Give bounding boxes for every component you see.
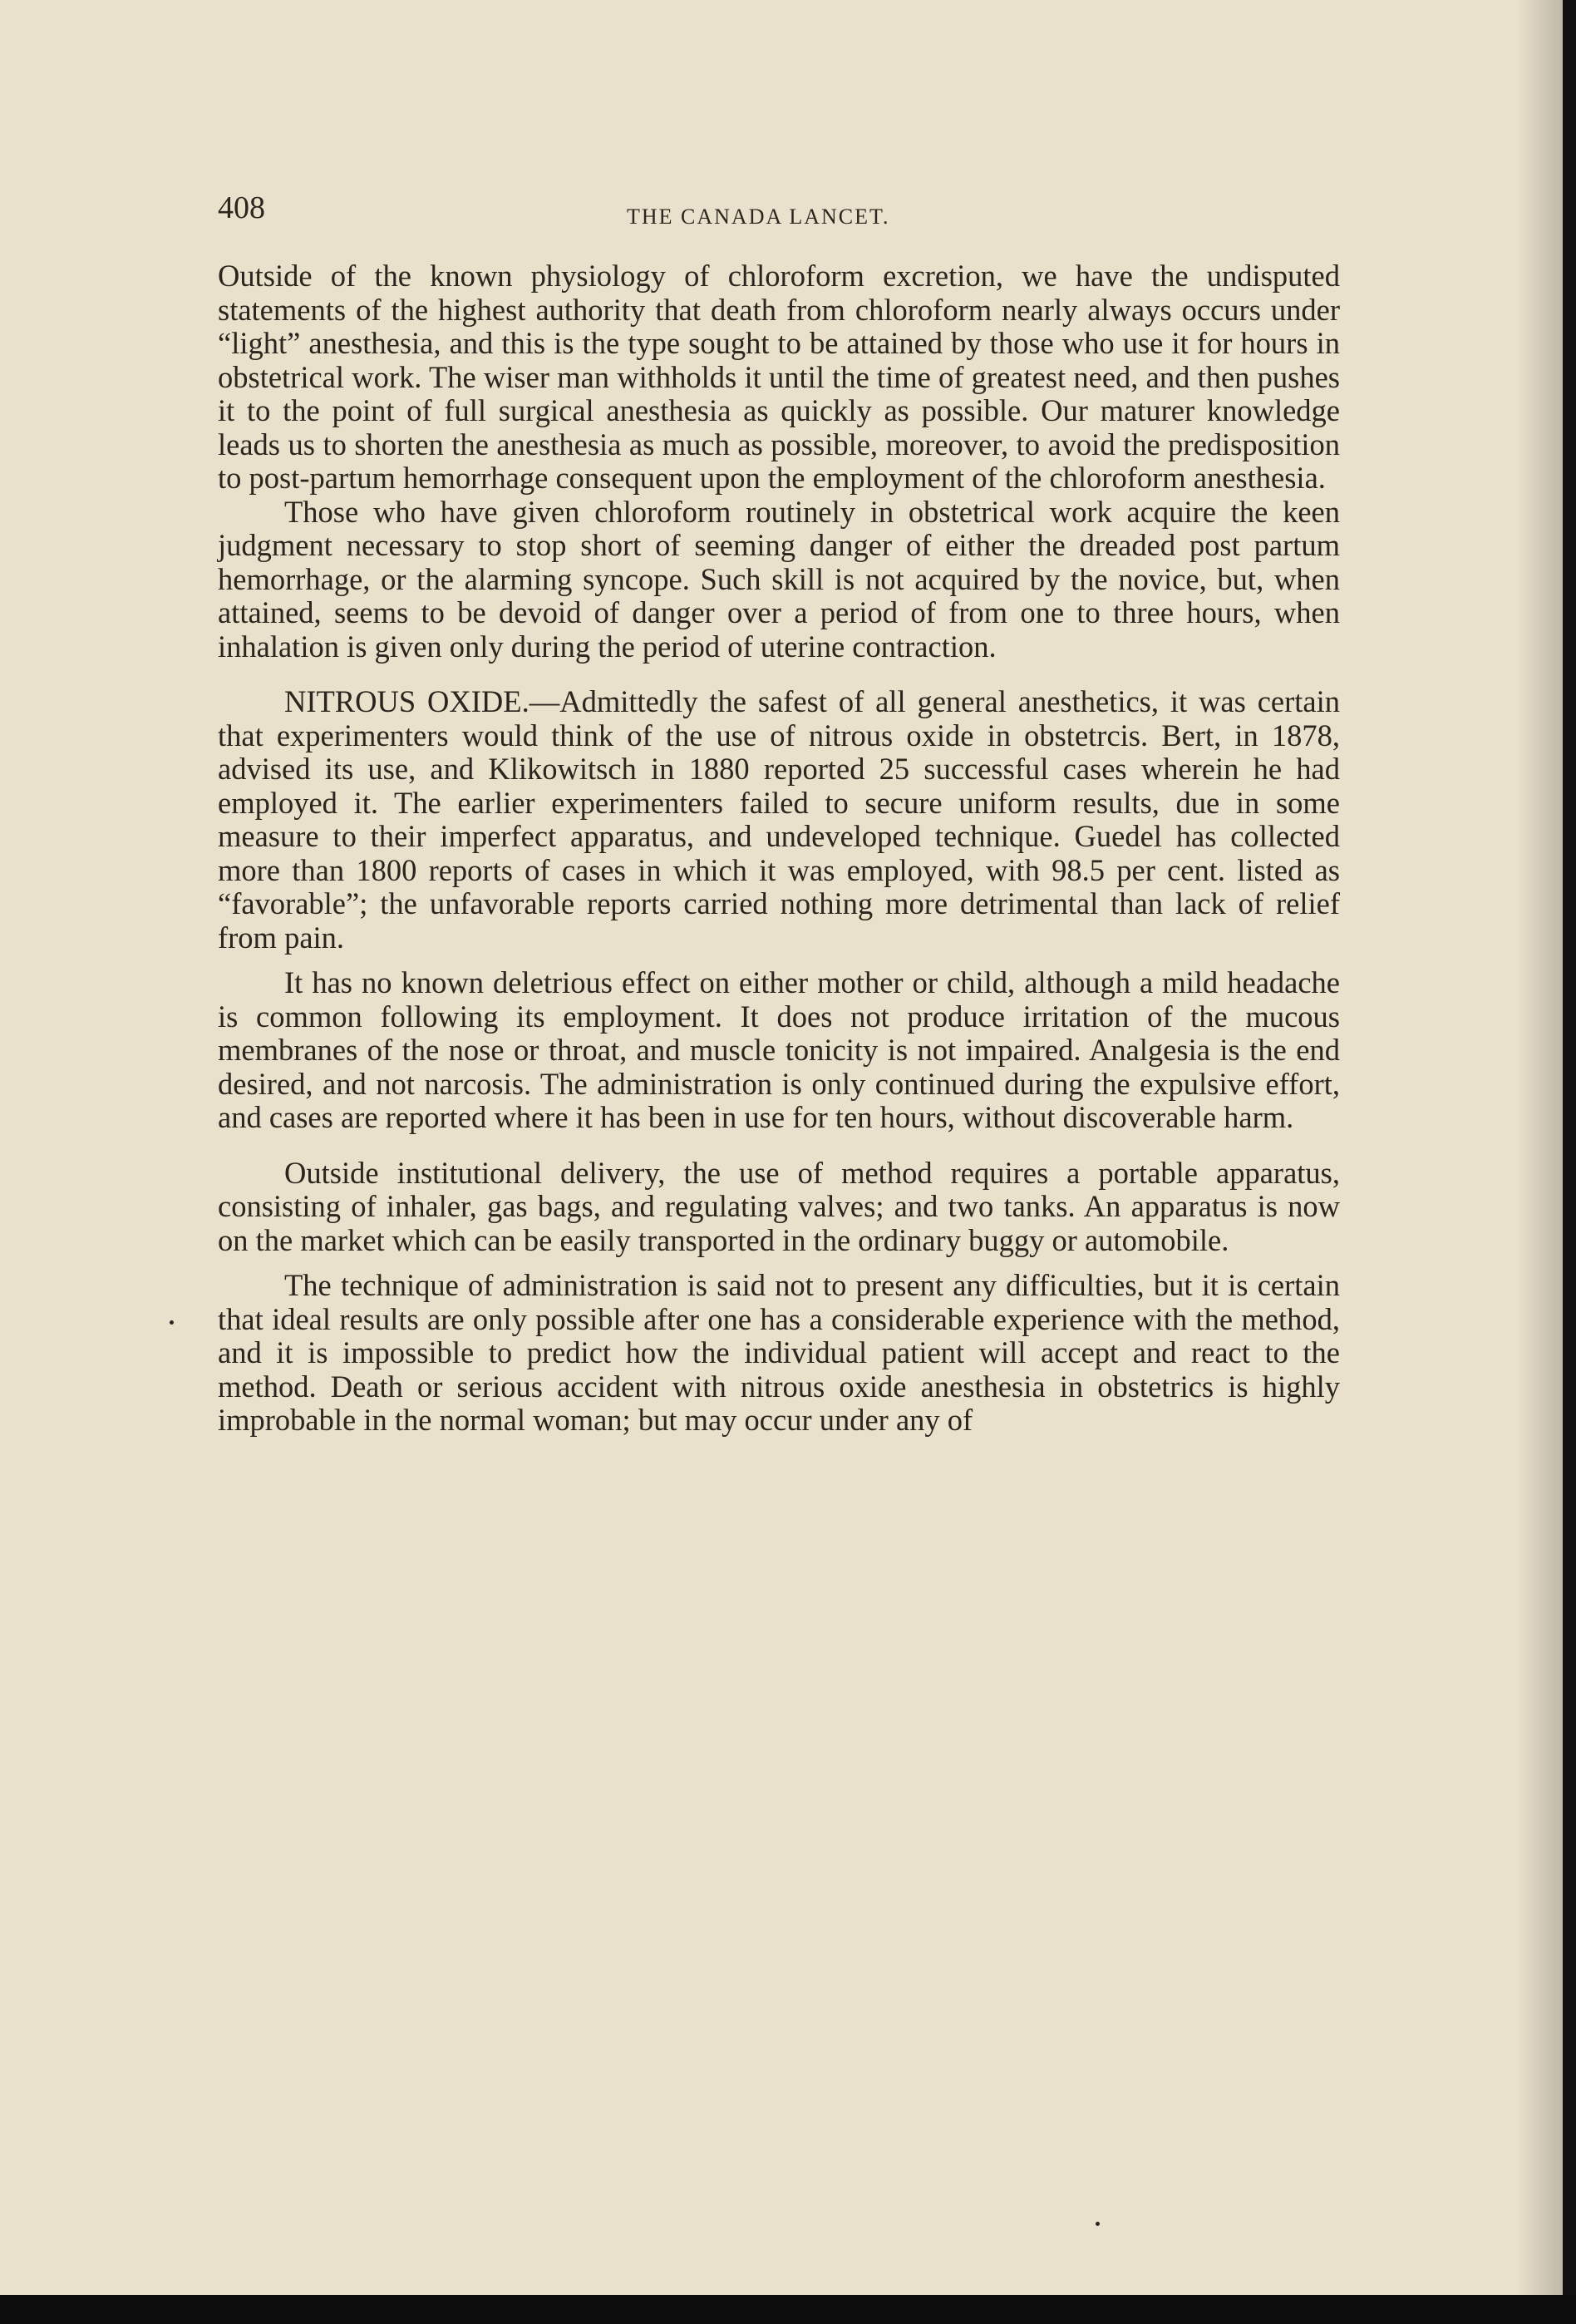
paragraph-nitrous-oxide: NITROUS OXIDE.—Admittedly the safest of all general anesthetics, it was certain that experimenters would think of the use of nitrous oxide in obstetrcis. Bert, in 1878, advised its use, and Klikowitsch in 1880 reported 25 successful cases wherein he had employed it. The earlier experimenters failed to secure uniform results, due in some measure to their imperfect apparatus, and undeveloped technique. Guedel has collected more than 1800 reports of cases in which it was employed, with 98.5 per cent. listed as “favorable”; the unfavorable reports carried nothing more detrimental than lack of relief from pain.	[218, 684, 1340, 955]
paragraph-chloroform-routine: Those who have given chloroform routinely in obstetrical work acquire the keen judgment necessary to stop short of seeming danger of either the dreaded post partum hemorrhage, or the alarming syncope. Such skill is not acquired by the novice, but, when attained, seems to be devoid of danger over a period of from one to three hours, when inhalation is given only during the period of uterine contraction.	[218, 494, 1340, 664]
paragraph-technique: The technique of administration is said not to present any difficulties, but it is certain that ideal results are only possible after one has a considerable experience with the method, and it is impossible to predict how the individual patient will accept and react to the method. Death or serious accident with nitrous oxide anesthesia in obstetrics is highly improbable in the normal woman; but may occur under any of	[218, 1268, 1340, 1437]
page-header	[218, 190, 1365, 239]
page-number: 408	[218, 190, 265, 225]
running-head: THE CANADA LANCET.	[627, 205, 890, 229]
scan-bottom-edge	[0, 2295, 1576, 2324]
page-edge-shadow	[1516, 0, 1563, 2295]
paragraph-portable-apparatus: Outside institutional delivery, the use of method requires a portable apparatus, consisting of inhaler, gas bags, and regulating valves; and two tanks. An apparatus is now on the market which can be easily transported in the ordinary buggy or automobile.	[218, 1155, 1340, 1257]
page-speck	[170, 1320, 174, 1325]
article-body	[218, 259, 1340, 1438]
page-speck	[1096, 2222, 1100, 2226]
paragraph-deleterious-effect: It has no known deletrious effect on either mother or child, although a mild headache is common following its employment. It does not produce irritation of the mucous membranes of the nose or throat, and muscle tonicity is not impaired. Analgesia is the end desired, and not narcosis. The administration is only continued during the expulsive effort, and cases are reported where it has been in use for ten hours, without discoverable harm.	[218, 965, 1340, 1134]
paragraph-chloroform-excretion: Outside of the known physiology of chloroform excretion, we have the undisputed statements of the highest authority that death from chloroform nearly always occurs under “light” anesthesia, and this is the type sought to be attained by those who use it for hours in obstetrical work. The wiser man withholds it until the time of greatest need, and then pushes it to the point of full surgical anesthesia as quickly as possible. Our maturer knowledge leads us to shorten the anesthesia as much as possible, moreover, to avoid the predisposition to post-partum hemorrhage consequent upon the employment of the chloroform anesthesia.	[218, 259, 1340, 495]
